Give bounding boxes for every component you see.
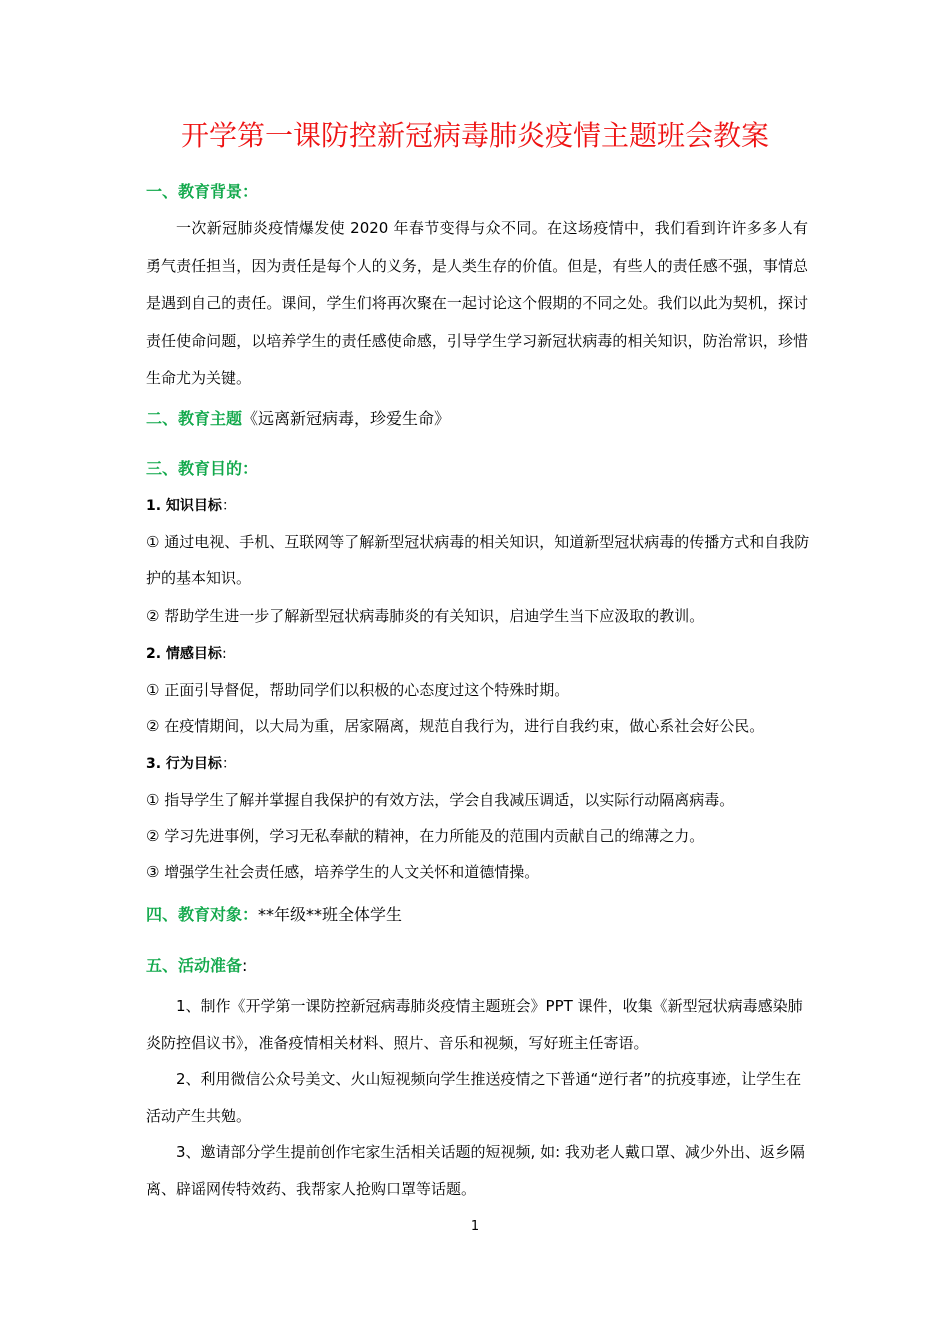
section-heading-goals: 三、教育目的：: [146, 459, 259, 478]
audience-heading: 四、教育对象：: [146, 905, 259, 924]
preparation-item-1: 1、制作《开学第一课防控新冠病毒肺炎疫情主题班会》PPT 课件，收集《新型冠状病毒感染肺炎防控倡议书》，准备疫情相关材料、照片、音乐和视频，写好班主任寄语。: [146, 997, 803, 1052]
emotion-goal-label: 2. 情感目标:: [146, 646, 227, 662]
theme-text: 《远离新冠病毒，珍爱生命》: [242, 409, 451, 428]
knowledge-goal-item-2: ② 帮助学生进一步了解新型冠状病毒肺炎的有关知识，启迪学生当下应汲取的教训。: [146, 607, 705, 625]
section-heading-background: 一、教育背景：: [146, 182, 259, 201]
section-heading-theme: [146, 408, 450, 430]
behavior-goal-item-3: ③ 增强学生社会责任感，培养学生的人文关怀和道德情操。: [146, 863, 540, 881]
background-paragraph: 一次新冠肺炎疫情爆发使 2020 年春节变得与众不同。在这场疫情中，我们看到许许多多人有勇气责任担当，因为责任是每个人的义务，是人类生存的价值。但是，有些人的责任感不强，事情总是遇到自己的责任。课间，学生们将再次聚在一起讨论这个假期的不同之处。我们以此为契机，探讨责任使命问题，以培养学生的责任感使命感，引导学生学习新冠状病毒的相关知识，防治常识，珍惜生命尤为关键。: [146, 219, 808, 388]
section-heading-audience: [146, 904, 402, 926]
preparation-item-3: 3、邀请部分学生提前创作宅家生活相关话题的短视频, 如: 我劝老人戴口罩、减少外出、返乡隔离、辟谣网传特效药、我帮家人抢购口罩等话题。: [146, 1143, 805, 1198]
behavior-goal-label: 3. 行为目标：: [146, 756, 236, 772]
audience-text: **年级**班全体学生: [258, 905, 403, 924]
emotion-goal-item-2: ② 在疫情期间，以大局为重，居家隔离，规范自我行为，进行自我约束，做心系社会好公民。: [146, 717, 765, 735]
behavior-goal-item-2: ② 学习先进事例，学习无私奉献的精神，在力所能及的范围内贡献自己的绵薄之力。: [146, 827, 705, 845]
knowledge-goal-item-1: ① 通过电视、手机、互联网等了解新型冠状病毒的相关知识，知道新型冠状病毒的传播方式和自我防护的基本知识。: [146, 533, 810, 587]
theme-heading: 二、教育主题: [146, 409, 243, 428]
page-number: 1: [470, 1219, 480, 1234]
document-title: 开学第一课防控新冠病毒肺炎疫情主题班会教案: [180, 119, 769, 152]
preparation-item-2: 2、利用微信公众号美文、火山短视频向学生推送疫情之下普通“逆行者”的抗疫事迹，让学生在活动产生共勉。: [146, 1070, 802, 1125]
emotion-goal-item-1: ① 正面引导督促，帮助同学们以积极的心态度过这个特殊时期。: [146, 681, 570, 699]
section-heading-preparation: 五、活动准备:: [146, 956, 248, 975]
knowledge-goal-label: 1. 知识目标：: [146, 498, 236, 514]
behavior-goal-item-1: ① 指导学生了解并掌握自我保护的有效方法，学会自我减压调适，以实际行动隔离病毒。: [146, 791, 735, 809]
